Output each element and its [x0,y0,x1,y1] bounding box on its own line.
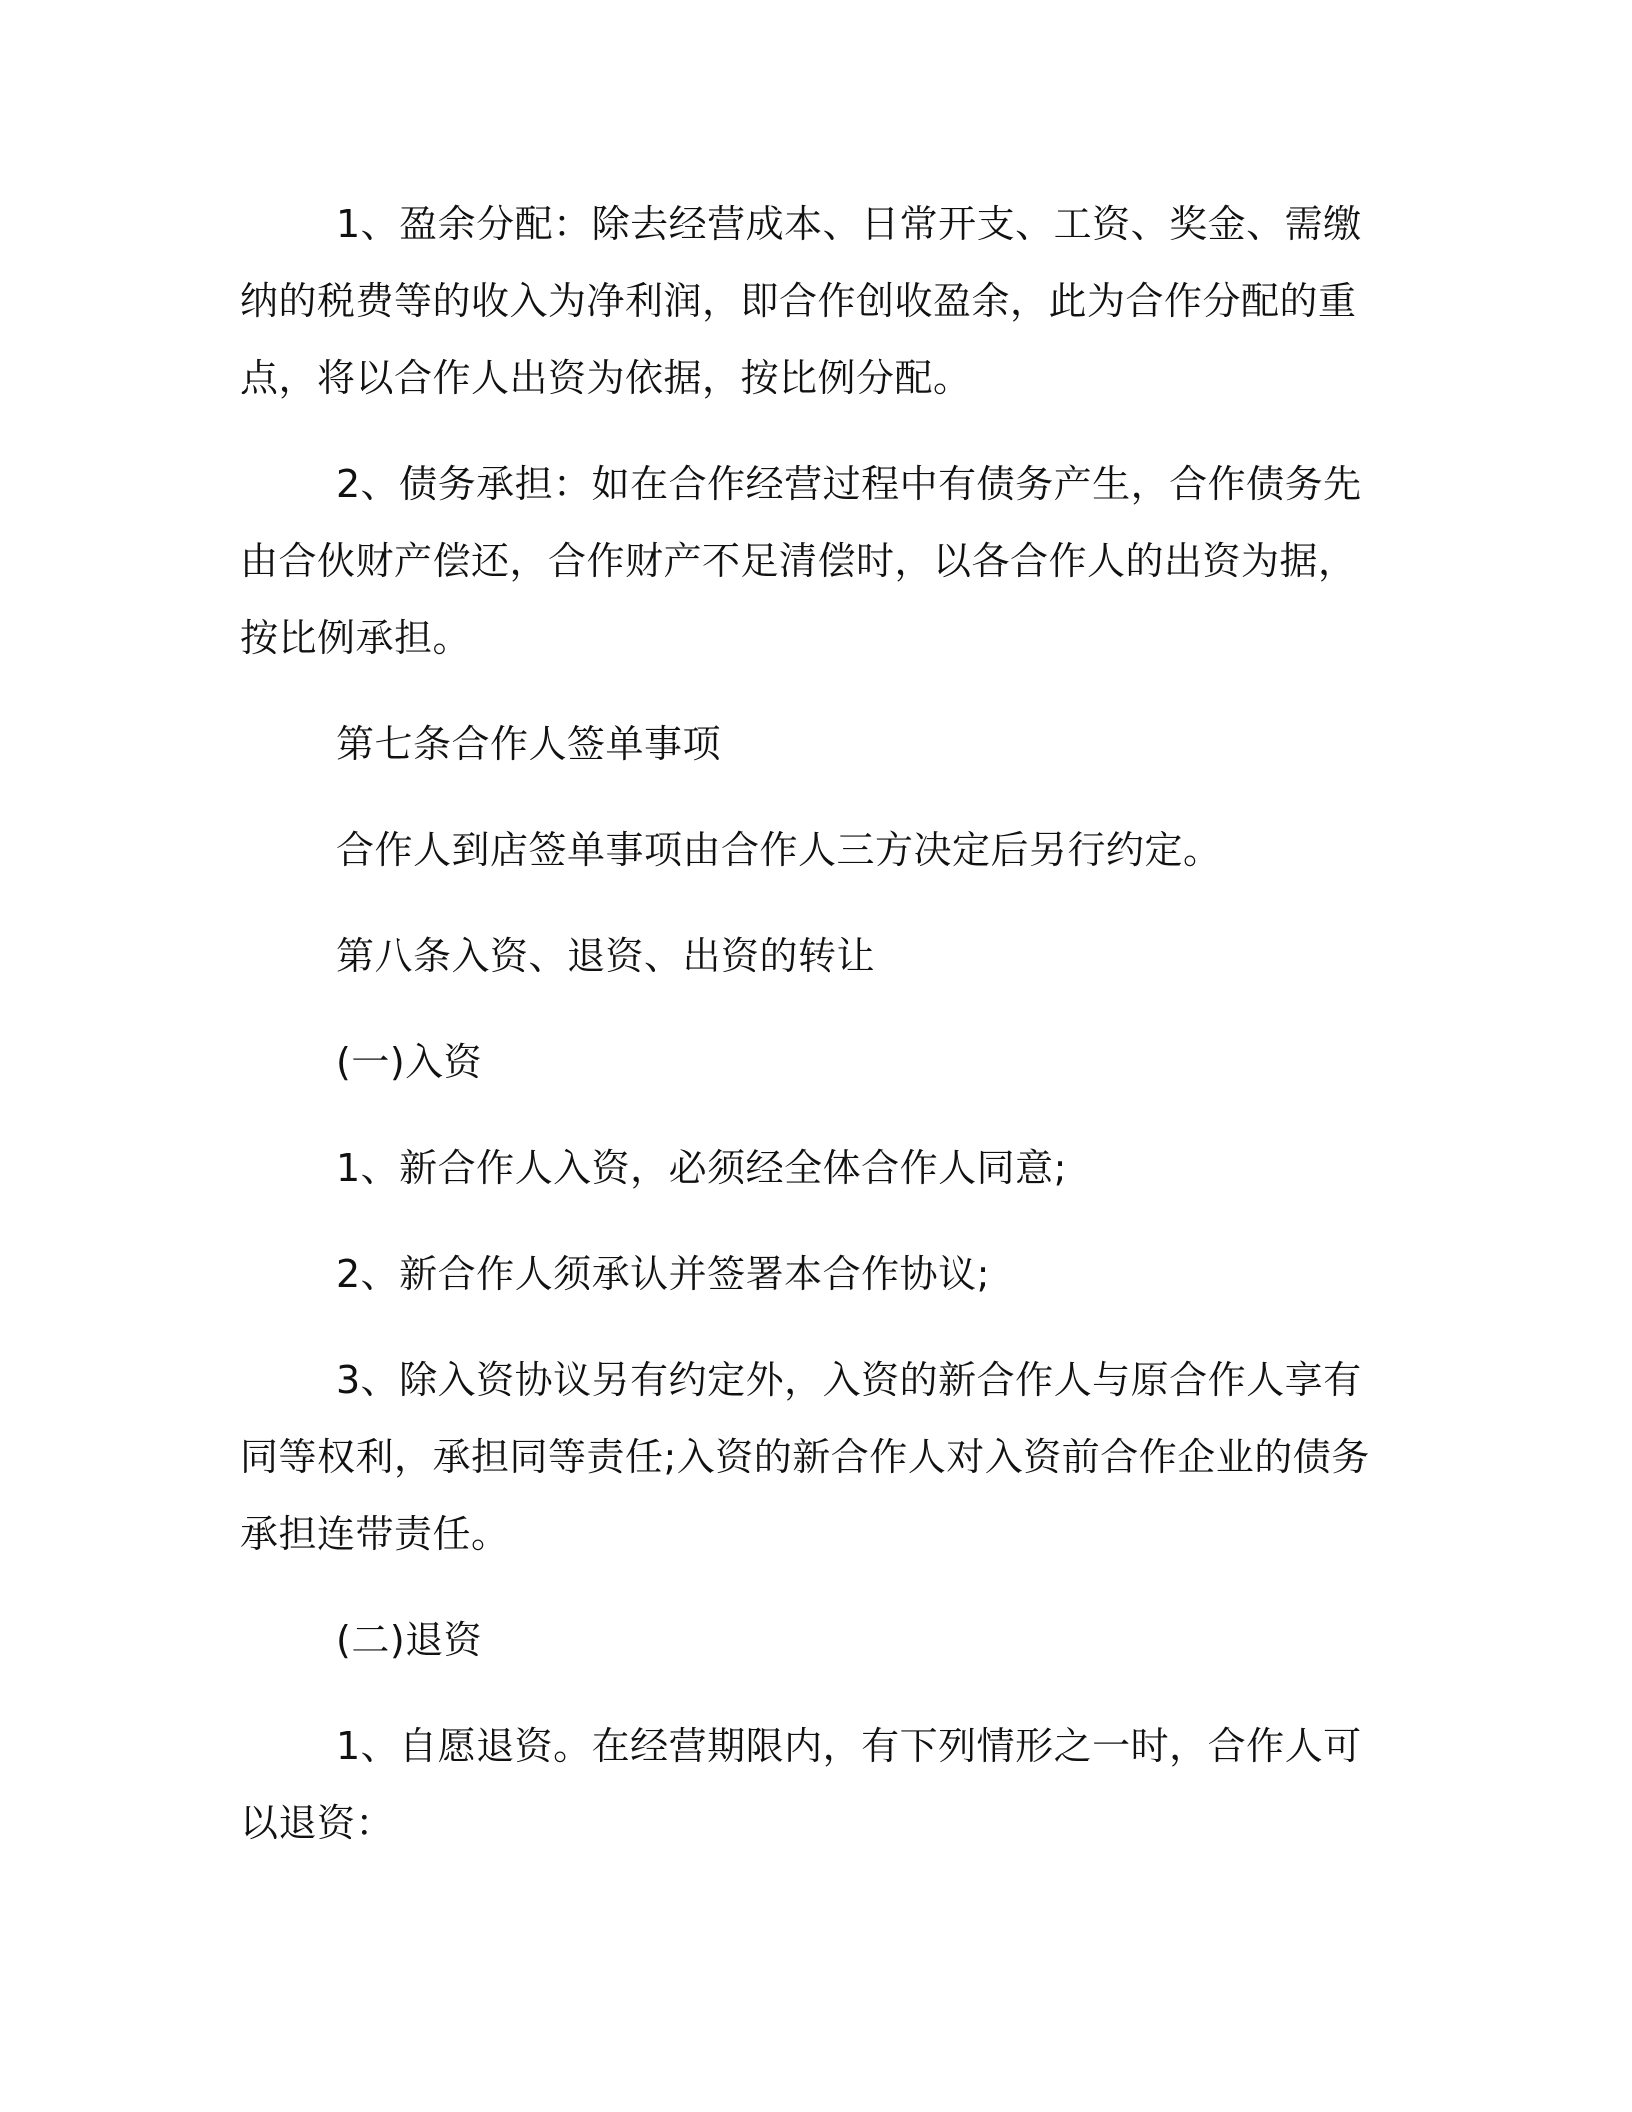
document-body [240,186,1376,1891]
list-item-entry-sign-agreement: 2、新合作人须承认并签署本合作协议; [336,1252,990,1296]
list-item-entry-equal-rights: 3、除入资协议另有约定外，入资的新合作人与原合作人享有同等权利，承担同等责任;入资的新合作人对入资前合作企业的债务承担连带责任。 [240,1358,1370,1556]
list-item-entry-consent: 1、新合作人入资，必须经全体合作人同意; [336,1146,1067,1190]
paragraph-profit-distribution: 1、盈余分配：除去经营成本、日常开支、工资、奖金、需缴纳的税费等的收入为净利润，即合作创收盈余，此为合作分配的重点，将以合作人出资为依据，按比例分配。 [240,202,1362,400]
heading-article-8: 第八条入资、退资、出资的转让 [336,934,876,978]
paragraph-debt-liability: 2、债务承担：如在合作经营过程中有债务产生，合作债务先由合伙财产偿还，合作财产不足清偿时，以各合作人的出资为据，按比例承担。 [240,462,1362,660]
heading-article-7: 第七条合作人签单事项 [336,722,722,766]
paragraph-signing-matters: 合作人到店签单事项由合作人三方决定后另行约定。 [336,828,1222,872]
list-item-voluntary-withdrawal: 1、自愿退资。在经营期限内，有下列情形之一时，合作人可以退资： [240,1724,1362,1845]
subheading-capital-withdrawal: (二)退资 [336,1618,483,1662]
subheading-capital-entry: (一)入资 [336,1040,483,1084]
